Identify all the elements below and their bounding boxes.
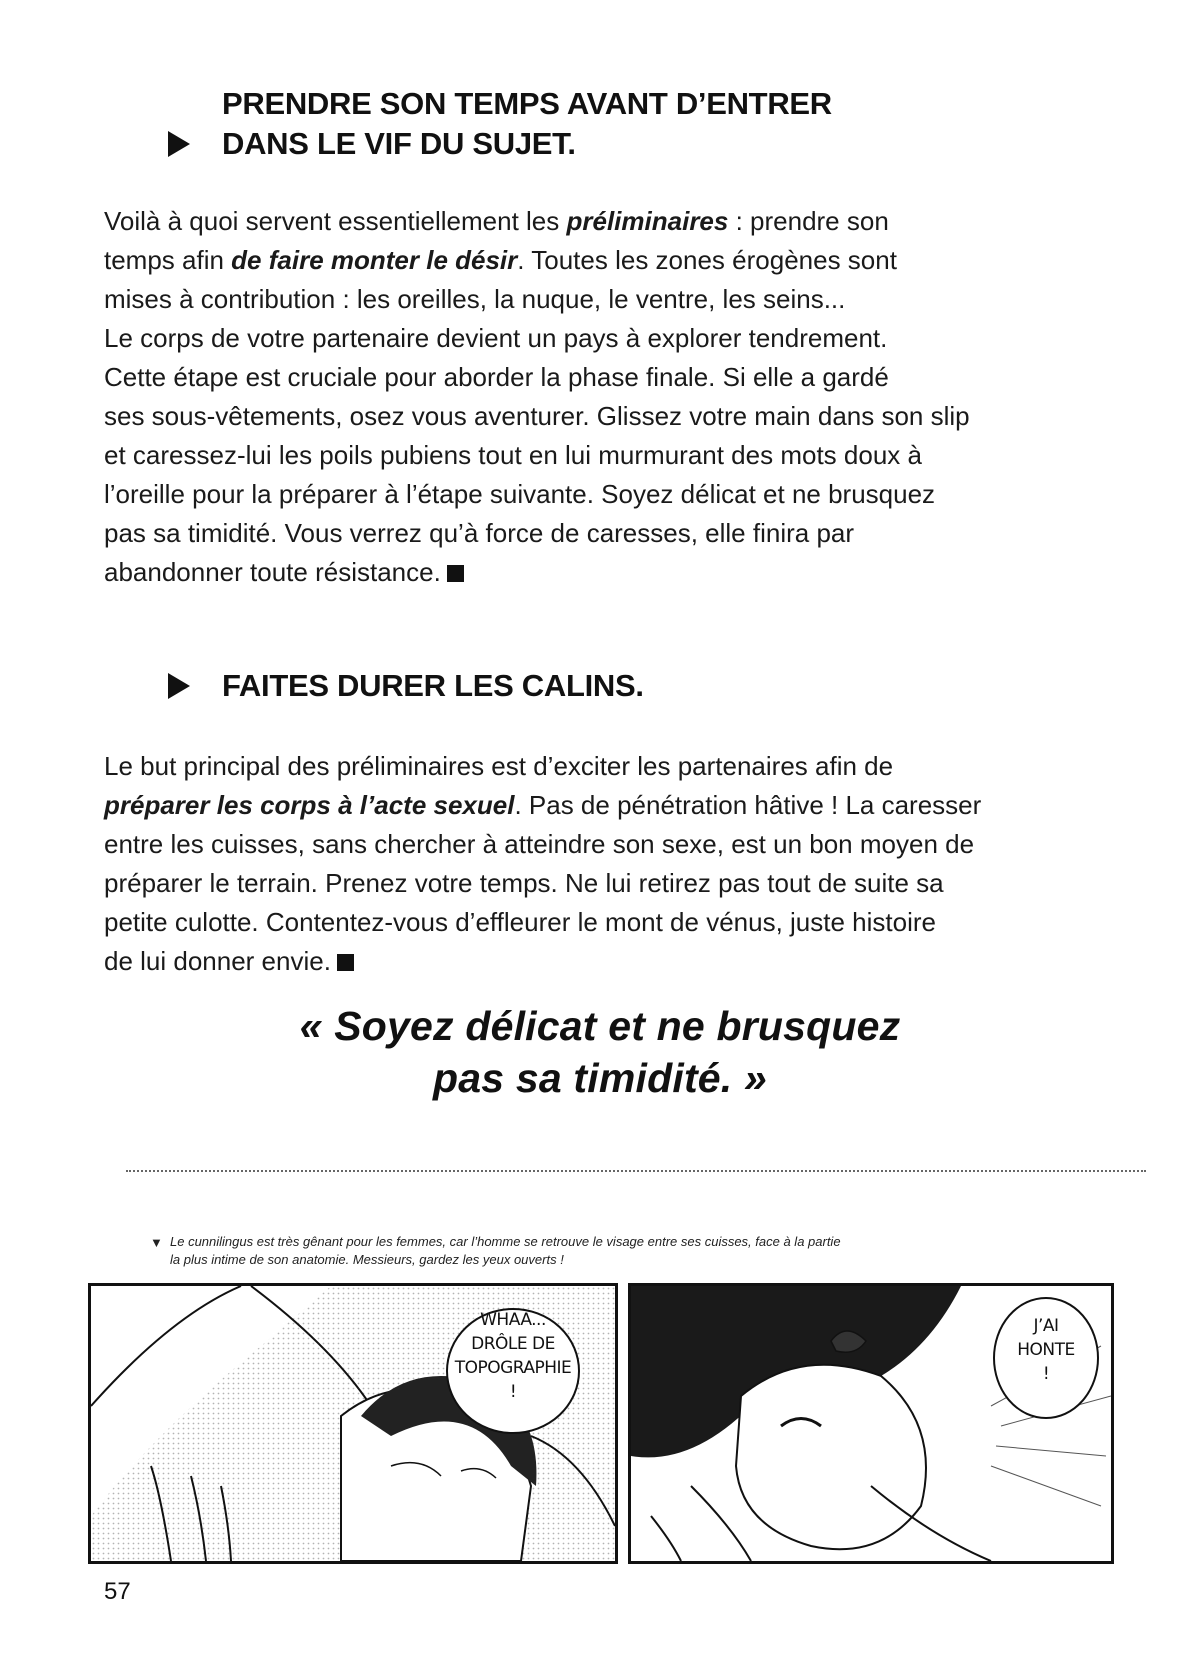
section2-text: Le but principal des préliminaires est d’exciter les partenaires afin de bbox=[104, 751, 894, 781]
section1-line bbox=[104, 553, 1064, 592]
section1-text: mises à contribution : les oreilles, la nuque, le ventre, les seins... bbox=[104, 284, 846, 314]
pull-quote bbox=[0, 1000, 1200, 1104]
manga-panel-right bbox=[628, 1283, 1114, 1564]
section1-text: temps afin bbox=[104, 245, 232, 275]
bubble-right-line1: J’AI bbox=[1033, 1316, 1059, 1336]
speech-bubble-right bbox=[991, 1314, 1101, 1386]
section1-heading-line1: PRENDRE SON TEMPS AVANT D’ENTRER bbox=[222, 86, 832, 121]
bubble-left-line2: DRÔLE DE bbox=[471, 1334, 555, 1354]
section2-line bbox=[104, 942, 1064, 981]
section1-text: . Toutes les zones érogènes sont bbox=[517, 245, 897, 275]
bubble-left-line4: ! bbox=[509, 1382, 517, 1402]
triangle-bullet-icon bbox=[168, 131, 190, 157]
pull-quote-line1: « Soyez délicat et ne brusquez bbox=[299, 1003, 901, 1049]
end-square-icon bbox=[447, 565, 464, 582]
bubble-left-line1: WHAA... bbox=[480, 1310, 546, 1330]
bubble-left-line3: TOPOGRAPHIE bbox=[454, 1358, 572, 1378]
section1-text: pas sa timidité. Vous verrez qu’à force de caresses, elle finira par bbox=[104, 518, 855, 548]
manga-panel-left bbox=[88, 1283, 618, 1564]
end-square-icon bbox=[337, 954, 354, 971]
section2-text: petite culotte. Contentez-vous d’effleurer le mont de vénus, juste histoire bbox=[104, 907, 936, 937]
section2-heading bbox=[168, 666, 644, 706]
section2-text: . Pas de pénétration hâtive ! La caresser bbox=[514, 790, 982, 820]
section1-text: Cette étape est cruciale pour aborder la phase finale. Si elle a gardé bbox=[104, 362, 889, 392]
section2-emphasis: préparer les corps à l’acte sexuel bbox=[104, 790, 515, 820]
section1-line bbox=[104, 319, 1064, 358]
section1-line bbox=[104, 358, 1064, 397]
section2-text: de lui donner envie. bbox=[104, 946, 331, 976]
section1-text: et caressez-lui les poils pubiens tout en lui murmurant des mots doux à bbox=[104, 440, 922, 470]
section2-heading-text: FAITES DURER LES CALINS. bbox=[222, 668, 644, 703]
section1-text: Le corps de votre partenaire devient un pays à explorer tendrement. bbox=[104, 323, 888, 353]
section1-emphasis: de faire monter le désir bbox=[231, 245, 518, 275]
section1-emphasis: préliminaires bbox=[566, 206, 729, 236]
section2-line bbox=[104, 903, 1064, 942]
bubble-right-line2: HONTE bbox=[1017, 1340, 1075, 1360]
section1-line bbox=[104, 202, 1064, 241]
section1-line bbox=[104, 397, 1064, 436]
triangle-bullet-icon bbox=[168, 673, 190, 699]
section2-line bbox=[104, 747, 1064, 786]
section2-line bbox=[104, 825, 1064, 864]
section1-line bbox=[104, 475, 1064, 514]
caption-line2: la plus intime de son anatomie. Messieurs, gardez les yeux ouverts ! bbox=[170, 1252, 564, 1267]
page-number: 57 bbox=[104, 1578, 131, 1605]
section1-line bbox=[104, 241, 1064, 280]
illustration-caption bbox=[150, 1233, 1050, 1269]
speech-bubble-left bbox=[443, 1308, 583, 1404]
bubble-right-line3: ! bbox=[1042, 1364, 1050, 1384]
dotted-divider bbox=[126, 1170, 1146, 1172]
section2-body bbox=[104, 747, 1064, 981]
pull-quote-line2: pas sa timidité. » bbox=[432, 1055, 767, 1101]
section2-line bbox=[104, 864, 1064, 903]
caption-line1: Le cunnilingus est très gênant pour les femmes, car l’homme se retrouve le visage entre ses cuisses, face à la partie bbox=[170, 1234, 841, 1249]
section1-text: l’oreille pour la préparer à l’étape suivante. Soyez délicat et ne brusquez bbox=[104, 479, 936, 509]
section1-text: : prendre son bbox=[728, 206, 889, 236]
section1-heading bbox=[168, 84, 832, 164]
section1-body bbox=[104, 202, 1064, 592]
section1-line bbox=[104, 280, 1064, 319]
section1-text: Voilà à quoi servent essentiellement les bbox=[104, 206, 567, 236]
section1-line bbox=[104, 436, 1064, 475]
section1-text: ses sous-vêtements, osez vous aventurer. Glissez votre main dans son slip bbox=[104, 401, 970, 431]
section1-heading-line2: DANS LE VIF DU SUJET. bbox=[222, 126, 576, 161]
down-triangle-icon: ▼ bbox=[150, 1235, 163, 1250]
section2-text: préparer le terrain. Prenez votre temps. Ne lui retirez pas tout de suite sa bbox=[104, 868, 944, 898]
section1-line bbox=[104, 514, 1064, 553]
section2-line bbox=[104, 786, 1064, 825]
section2-text: entre les cuisses, sans chercher à atteindre son sexe, est un bon moyen de bbox=[104, 829, 975, 859]
section1-text: abandonner toute résistance. bbox=[104, 557, 441, 587]
